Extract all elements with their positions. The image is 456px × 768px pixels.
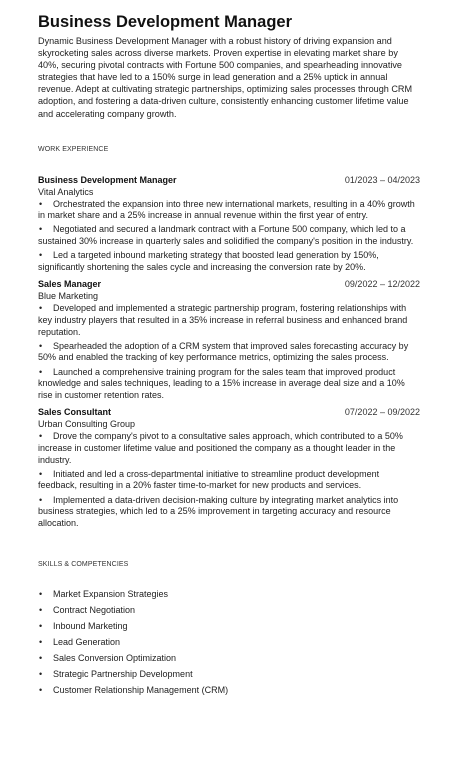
job-header	[38, 174, 420, 186]
resume-page	[38, 12, 420, 700]
job-bullet: • Implemented a data-driven decision-making culture by integrating market analytics into business strategies, which led to a 25% improvement in targeting accuracy and resource allocation.	[38, 495, 420, 530]
job-dates: 01/2023 – 04/2023	[344, 174, 420, 185]
job-header	[38, 406, 420, 418]
job-header	[38, 278, 420, 290]
job-bullet: • Launched a comprehensive training program for the sales team that improved product knowledge and sales techniques, leading to a 15% increase in average deal size and a 10% rise in customer retention rates.	[38, 367, 420, 402]
job-bullet: • Orchestrated the expansion into three new international markets, resulting in a 40% growth in market share and a 25% increase in annual revenue within the first year of entry.	[38, 199, 420, 222]
job-title: Sales Consultant	[38, 407, 112, 418]
job-dates: 07/2022 – 09/2022	[344, 407, 420, 418]
job-bullet: • Led a targeted inbound marketing strategy that boosted lead generation by 150%, significantly shortening the sales cycle and increasing the conversion rate by 20%.	[38, 250, 420, 273]
job-bullet-list	[38, 303, 420, 401]
job-company: Vital Analytics	[38, 186, 94, 197]
skill-item: • Sales Conversion Optimization	[38, 652, 420, 664]
job-bullet: • Developed and implemented a strategic partnership program, fostering relationships with key industry players that resulted in a 35% increase in referral business and enhanced brand reputation.	[38, 303, 420, 338]
section-heading-work-experience: WORK EXPERIENCE	[38, 145, 109, 153]
professional-summary: Dynamic Business Development Manager with a robust history of driving expansion and skyrocketing sales across diverse markets. Proven expertise in elevating market share by 40%, securing pivotal contracts with Fortune 500 companies, and spearheading innovative strategies that have led to a 150% surge in lead generation and a 25% uptick in annual revenue. Adept at cultivating strategic partnerships, optimizing sales processes through CRM adoption, and fostering a data-driven culture, consistently enhancing customer lifetime value and accelerating company growth.	[38, 36, 413, 119]
job-bullet: • Drove the company's pivot to a consultative sales approach, which contributed to a 50% increase in customer lifetime value and positioned the company as a thought leader in the industry.	[38, 431, 420, 466]
skill-item: • Strategic Partnership Development	[38, 668, 420, 680]
section-heading-skills: SKILLS & COMPETENCIES	[38, 561, 129, 569]
job-entry	[38, 278, 420, 401]
resume-title: Business Development Manager	[38, 13, 292, 31]
job-title: Business Development Manager	[38, 174, 177, 185]
job-bullet: • Initiated and led a cross-departmental initiative to streamline product development feedback, resulting in a 20% faster time-to-market for new products and services.	[38, 469, 420, 492]
job-bullet-list	[38, 199, 420, 274]
job-bullet-list	[38, 431, 420, 529]
skills-list	[38, 588, 420, 696]
job-bullet: • Spearheaded the adoption of a CRM system that improved sales forecasting accuracy by 50% and enabled the tracking of key performance metrics, optimizing the sales process.	[38, 341, 420, 364]
job-title: Sales Manager	[38, 279, 102, 290]
skill-item: • Lead Generation	[38, 636, 420, 648]
job-bullet: • Negotiated and secured a landmark contract with a Fortune 500 company, which led to a sustained 30% increase in quarterly sales and solidified the company's position in the industry.	[38, 224, 420, 247]
job-company: Blue Marketing	[38, 291, 99, 302]
job-entry	[38, 174, 420, 274]
skill-item: • Market Expansion Strategies	[38, 588, 420, 600]
job-company: Urban Consulting Group	[38, 419, 136, 430]
skill-item: • Contract Negotiation	[38, 604, 420, 616]
job-dates: 09/2022 – 12/2022	[344, 279, 420, 290]
skill-item: • Customer Relationship Management (CRM)	[38, 684, 420, 696]
job-entry	[38, 406, 420, 529]
skill-item: • Inbound Marketing	[38, 620, 420, 632]
